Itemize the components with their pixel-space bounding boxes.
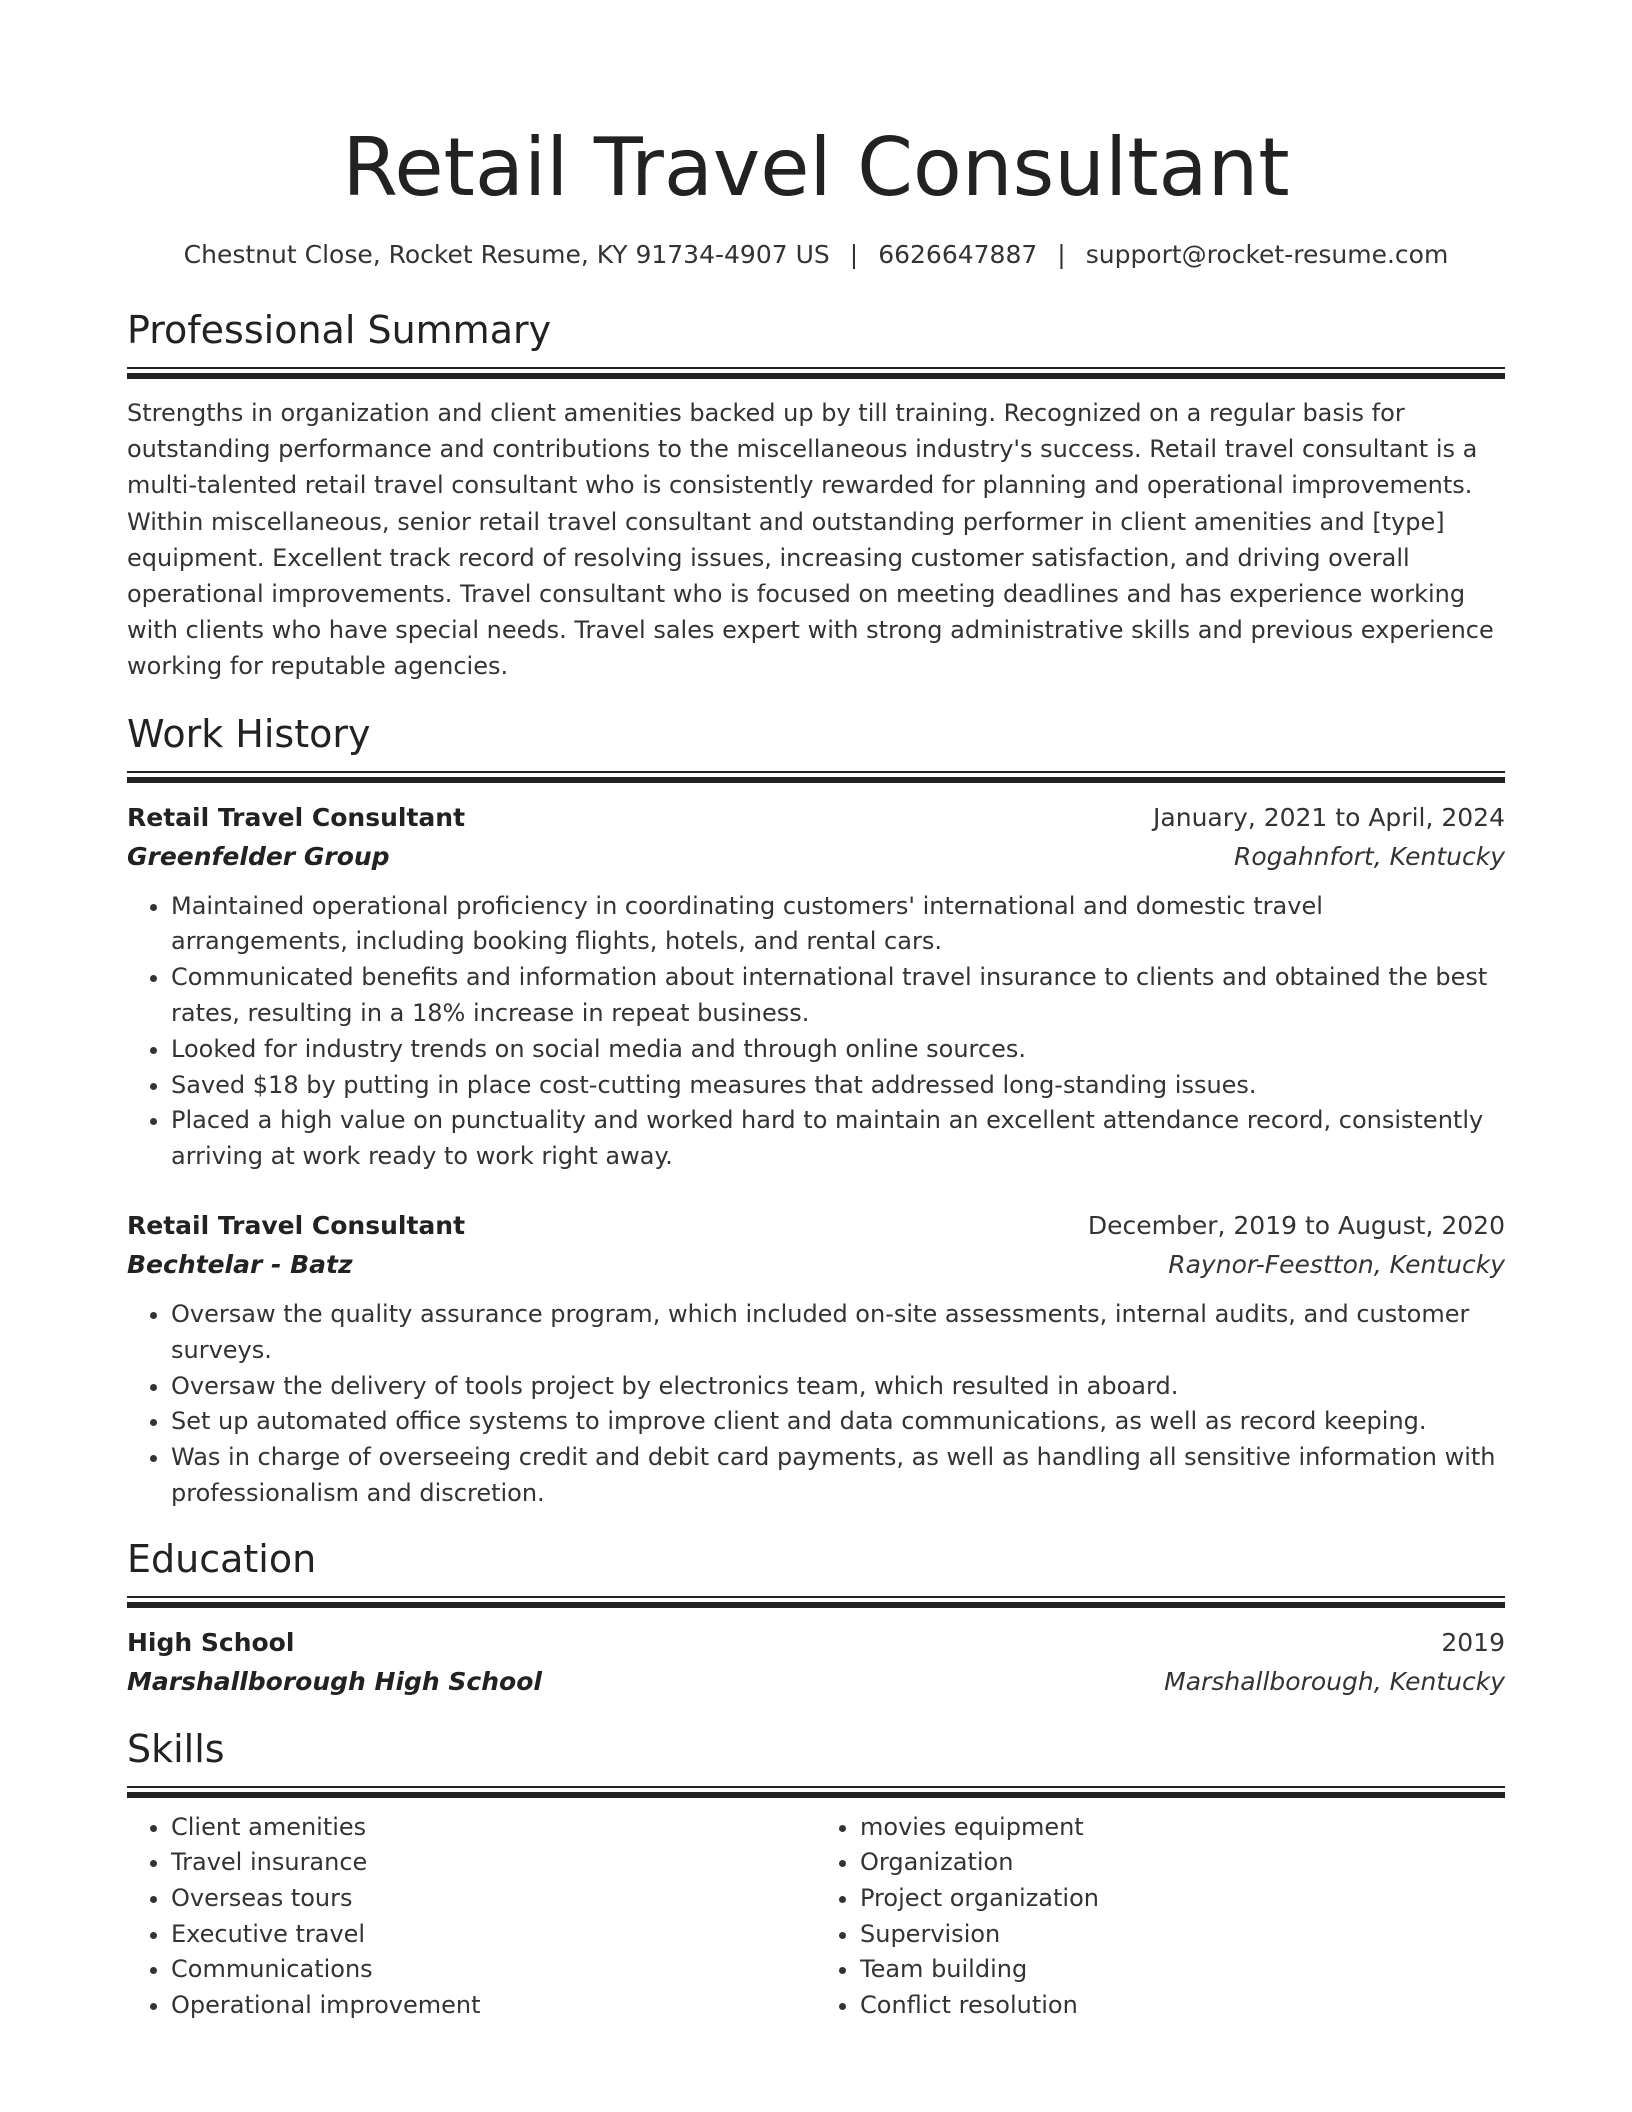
skill-item: • Team building bbox=[860, 1952, 1505, 1988]
job-bullets bbox=[127, 889, 1505, 1175]
summary-section bbox=[127, 305, 1505, 685]
bullet-item: • Saved $18 by putting in place cost-cutting measures that addressed long-standing issues. bbox=[171, 1068, 1505, 1104]
skill-item: • Operational improvement bbox=[171, 1988, 816, 2024]
company-name: Greenfelder Group bbox=[127, 841, 390, 871]
bullet-item: • Placed a high value on punctuality and worked hard to maintain an excellent attendance record, consistently arriving at work ready to work right away. bbox=[171, 1103, 1505, 1175]
job-dates: January, 2021 to April, 2024 bbox=[1153, 802, 1505, 832]
contact-email: support@rocket-resume.com bbox=[1085, 240, 1449, 269]
skill-item: • movies equipment bbox=[860, 1810, 1505, 1846]
contact-separator: | bbox=[1057, 240, 1066, 269]
job-location: Raynor-Feestton, Kentucky bbox=[1168, 1250, 1505, 1279]
education-heading: Education bbox=[127, 1536, 317, 1581]
summary-heading: Professional Summary bbox=[127, 308, 552, 352]
job-entry bbox=[127, 799, 1505, 1175]
skills-column-left bbox=[127, 1810, 816, 2024]
bullet-item: • Was in charge of overseeing credit and debit card payments, as well as handling all sensitive information with professionalism and discretion. bbox=[171, 1440, 1505, 1512]
skill-item: • Organization bbox=[860, 1845, 1505, 1881]
skill-item: • Overseas tours bbox=[171, 1881, 816, 1917]
contact-separator: | bbox=[849, 240, 859, 269]
bullet-item: • Oversaw the delivery of tools project by electronics team, which resulted in aboard. bbox=[171, 1369, 1505, 1405]
skills-column-right bbox=[816, 1810, 1505, 2024]
skill-item: • Executive travel bbox=[171, 1917, 816, 1953]
bullet-item: • Set up automated office systems to improve client and data communications, as well as record keeping. bbox=[171, 1404, 1505, 1440]
section-divider bbox=[127, 1596, 1505, 1606]
summary-text: Strengths in organization and client amenities backed up by till training. Recognized on a regular basis for outstanding performance and contributions to the miscellaneous industry's success. Retail travel consultant is a multi-talented retail travel consultant who is consistently rewarded for planning and operational improvements. Within miscellaneous, senior retail travel consultant and outstanding performer in client amenities and [type] equipment. Excellent track record of resolving issues, increasing customer satisfaction, and driving overall operational improvements. Travel consultant who is focused on meeting deadlines and has experience working with clients who have special needs. Travel sales expert with strong administrative skills and previous experience working for reputable agencies. bbox=[127, 399, 1494, 681]
bullet-item: • Oversaw the quality assurance program, which included on-site assessments, internal audits, and customer surveys. bbox=[171, 1297, 1505, 1369]
skill-item: • Project organization bbox=[860, 1881, 1505, 1917]
job-dates: December, 2019 to August, 2020 bbox=[1087, 1211, 1505, 1240]
section-divider bbox=[127, 1786, 1505, 1796]
job-location: Rogahnfort, Kentucky bbox=[1233, 841, 1505, 871]
skill-item: • Communications bbox=[171, 1952, 816, 1988]
skill-item: • Conflict resolution bbox=[860, 1988, 1505, 2024]
skill-item: • Client amenities bbox=[171, 1810, 816, 1846]
section-divider bbox=[127, 771, 1505, 781]
skills-section bbox=[127, 1724, 1505, 2024]
bullet-item: • Communicated benefits and information about international travel insurance to clients and obtained the best rates, resulting in a 18% increase in repeat business. bbox=[171, 960, 1505, 1032]
skill-item: • Travel insurance bbox=[171, 1845, 816, 1881]
skills-grid bbox=[127, 1810, 1505, 2024]
education-section bbox=[127, 1534, 1505, 1702]
skills-heading: Skills bbox=[127, 1726, 225, 1771]
school-name: Marshallborough High School bbox=[127, 1666, 542, 1696]
job-title: Retail Travel Consultant bbox=[127, 1211, 466, 1240]
company-name: Bechtelar - Batz bbox=[127, 1250, 353, 1279]
job-entry bbox=[127, 1207, 1505, 1512]
resume-title: Retail Travel Consultant bbox=[342, 121, 1290, 214]
school-location: Marshallborough, Kentucky bbox=[1164, 1666, 1505, 1696]
job-title: Retail Travel Consultant bbox=[127, 802, 466, 832]
work-history-section bbox=[127, 709, 1505, 1512]
contact-line bbox=[127, 238, 1505, 272]
skill-item: • Supervision bbox=[860, 1917, 1505, 1953]
contact-phone: 6626647887 bbox=[878, 240, 1038, 269]
section-divider bbox=[127, 367, 1505, 377]
degree: High School bbox=[127, 1627, 295, 1657]
education-entry bbox=[127, 1624, 1505, 1702]
contact-address: Chestnut Close, Rocket Resume, KY 91734-4907 US bbox=[183, 240, 830, 269]
job-bullets bbox=[127, 1297, 1505, 1512]
bullet-item: • Looked for industry trends on social media and through online sources. bbox=[171, 1032, 1505, 1068]
graduation-year: 2019 bbox=[1441, 1627, 1505, 1657]
bullet-item: • Maintained operational proficiency in coordinating customers' international and domestic travel arrangements, including booking flights, hotels, and rental cars. bbox=[171, 889, 1505, 961]
work-history-heading: Work History bbox=[127, 711, 371, 756]
